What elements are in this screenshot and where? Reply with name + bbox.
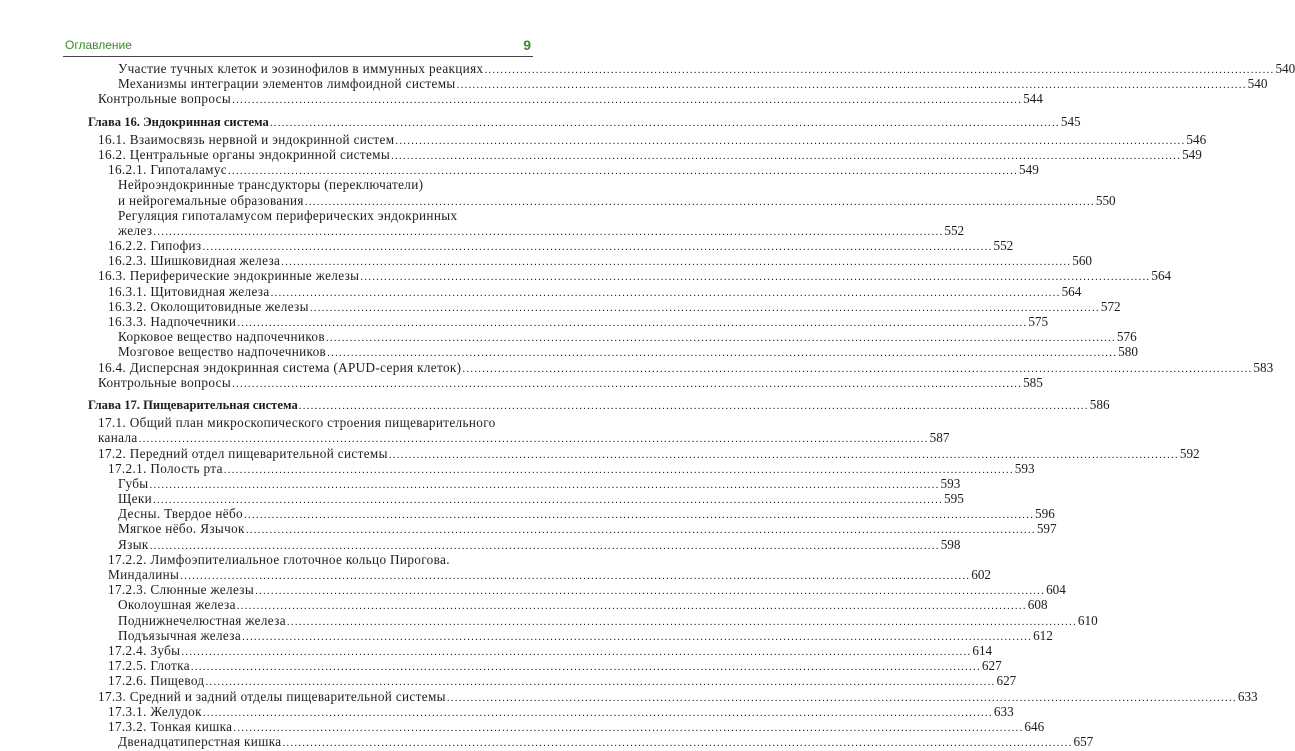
entry-title: 17.2.4. Зубы xyxy=(108,642,181,658)
entry-page: 572 xyxy=(1100,298,1121,314)
toc-entry xyxy=(0,415,950,446)
entry-title: 16.1. Взаимосвязь нервной и эндокринной систем xyxy=(98,131,395,147)
entry-page: 580 xyxy=(1118,344,1138,360)
dot-leader: ........................................................................................................................................................................................................ xyxy=(484,64,1275,76)
entry-page: 575 xyxy=(1028,314,1049,329)
entry-page: 564 xyxy=(1151,268,1172,284)
toc-entry xyxy=(0,627,1053,643)
entry-title: Глава 16. Эндокринная система xyxy=(88,114,269,129)
toc-entry xyxy=(0,238,1014,254)
toc-entry xyxy=(0,445,1200,461)
toc-entry xyxy=(0,612,1098,628)
entry-page: 593 xyxy=(1014,460,1035,476)
entry-page: 552 xyxy=(944,222,965,238)
toc-entry xyxy=(0,521,1057,537)
entry-title: 16.2.3. Шишковидная железа xyxy=(108,253,281,269)
toc-chapter-entry xyxy=(0,113,1081,129)
dot-leader: ........................................................................................................................................................................................................ xyxy=(153,225,944,238)
toc-entry xyxy=(0,162,1039,178)
entry-page: 540 xyxy=(1275,61,1295,76)
dot-leader: ........................................................................................................................................................................................................ xyxy=(233,721,1024,734)
entry-page: 596 xyxy=(1035,506,1055,522)
entry-page: 597 xyxy=(1036,521,1057,537)
toc-entry xyxy=(0,491,964,507)
entry-title: Нейроэндокринные трансдукторы (переключатели) xyxy=(118,177,424,193)
dot-leader: ........................................................................................................................................................................................................ xyxy=(327,347,1118,360)
dot-leader: ........................................................................................................................................................................................................ xyxy=(202,241,993,254)
entry-title: Корковое вещество надпочечников xyxy=(118,329,325,345)
dot-leader: ........................................................................................................................................................................................................ xyxy=(304,195,1095,208)
entry-title: 17.2. Передний отдел пищеварительной системы xyxy=(98,445,388,461)
toc-entry xyxy=(0,76,1268,92)
dot-leader: ........................................................................................................................................................................................................ xyxy=(223,463,1014,476)
entry-page: 646 xyxy=(1024,718,1045,734)
running-header xyxy=(63,36,533,57)
dot-leader: ........................................................................................................................................................................................................ xyxy=(462,362,1253,375)
entry-title: Язык xyxy=(118,536,149,552)
entry-page: 545 xyxy=(1060,113,1081,129)
toc-entry xyxy=(0,374,1043,390)
entry-page: 633 xyxy=(993,703,1014,719)
dot-leader: ........................................................................................................................................................................................................ xyxy=(245,524,1036,537)
entry-page: 602 xyxy=(971,567,992,582)
dot-leader: ........................................................................................................................................................................................................ xyxy=(181,645,972,658)
toc-entry xyxy=(0,207,965,238)
dot-leader: ........................................................................................................................................................................................................ xyxy=(269,116,1060,129)
entry-title: 17.2.1. Полость рта xyxy=(108,460,223,476)
entry-page: 587 xyxy=(929,430,950,446)
entry-title: Поднижнечелюстная железа xyxy=(118,612,286,628)
dot-leader: ........................................................................................................................................................................................................ xyxy=(446,691,1237,704)
entry-page: 592 xyxy=(1179,445,1200,461)
toc-entry xyxy=(0,329,1137,345)
dot-leader: ........................................................................................................................................................................................................ xyxy=(205,676,996,689)
dot-leader: ........................................................................................................................................................................................................ xyxy=(360,271,1151,284)
toc-entry xyxy=(0,283,1082,299)
toc-entry xyxy=(0,734,1094,750)
dot-leader: ........................................................................................................................................................................................................ xyxy=(149,539,940,552)
toc-entry xyxy=(0,718,1045,734)
entry-title: 16.2.2. Гипофиз xyxy=(108,238,202,254)
dot-leader: ........................................................................................................................................................................................................ xyxy=(282,737,1073,750)
toc-entry xyxy=(0,703,1014,719)
toc-entry xyxy=(0,91,1043,107)
entry-title: Мозговое вещество надпочечников xyxy=(118,344,327,360)
entry-title: 17.1. Общий план микроскопического строения пищеварительного xyxy=(98,415,496,431)
dot-leader: ........................................................................................................................................................................................................ xyxy=(395,134,1186,147)
entry-title: Регуляция гипоталамусом периферических эндокринных xyxy=(118,207,458,223)
section-title: Оглавление xyxy=(65,38,132,52)
toc-entry xyxy=(0,359,1274,375)
dot-leader: ........................................................................................................................................................................................................ xyxy=(270,286,1061,299)
entry-page: 598 xyxy=(940,536,961,552)
toc-entry xyxy=(0,551,992,582)
toc-entry xyxy=(0,268,1172,284)
entry-title: 16.4. Дисперсная эндокринная система (APUD-серия клеток) xyxy=(98,359,462,375)
entry-title: Участие тучных клеток и эозинофилов в иммунных реакциях xyxy=(118,61,484,76)
entry-title: Околоушная железа xyxy=(118,597,236,613)
entry-title: желез xyxy=(118,222,153,238)
dot-leader: ........................................................................................................................................................................................................ xyxy=(228,165,1018,178)
toc-entry xyxy=(0,344,1138,360)
entry-title: 17.3. Средний и задний отделы пищеварительной системы xyxy=(98,688,446,704)
dot-leader: ........................................................................................................................................................................................................ xyxy=(232,377,1023,390)
toc-entry xyxy=(0,314,1049,329)
entry-page: 576 xyxy=(1116,329,1137,345)
dot-leader: ........................................................................................................................................................................................................ xyxy=(149,478,940,491)
toc-entry xyxy=(0,658,1002,674)
table-of-contents xyxy=(0,61,1295,750)
entry-page: 544 xyxy=(1023,91,1043,107)
dot-leader: ........................................................................................................................................................................................................ xyxy=(190,661,981,674)
dot-leader: ........................................................................................................................................................................................................ xyxy=(456,79,1247,92)
entry-page: 627 xyxy=(981,658,1002,674)
toc-chapter-entry xyxy=(0,396,1110,412)
entry-page: 564 xyxy=(1061,283,1082,299)
entry-page: 585 xyxy=(1023,374,1043,390)
toc-entry xyxy=(0,177,1116,208)
entry-page: 549 xyxy=(1019,162,1039,178)
dot-leader: ........................................................................................................................................................................................................ xyxy=(298,399,1089,412)
dot-leader: ........................................................................................................................................................................................................ xyxy=(138,433,929,446)
toc-entry xyxy=(0,61,1295,76)
dot-leader: ........................................................................................................................................................................................................ xyxy=(202,706,993,719)
entry-page: 540 xyxy=(1247,76,1268,92)
entry-title: Мягкое нёбо. Язычок xyxy=(118,521,245,537)
entry-title: 16.2. Центральные органы эндокринной системы xyxy=(98,146,391,162)
dot-leader: ........................................................................................................................................................................................................ xyxy=(391,149,1182,162)
entry-page: 560 xyxy=(1072,253,1093,269)
entry-title: Контрольные вопросы xyxy=(98,91,232,107)
toc-entry xyxy=(0,131,1207,147)
dot-leader: ........................................................................................................................................................................................................ xyxy=(286,615,1077,628)
entry-title: Двенадцатиперстная кишка xyxy=(118,734,282,750)
toc-entry xyxy=(0,253,1093,269)
entry-title: 17.2.3. Слюнные железы xyxy=(108,582,255,598)
entry-page: 546 xyxy=(1186,131,1207,147)
toc-entry xyxy=(0,146,1202,162)
dot-leader: ........................................................................................................................................................................................................ xyxy=(237,317,1028,329)
entry-page: 633 xyxy=(1237,688,1258,704)
toc-entry xyxy=(0,582,1066,598)
dot-leader: ........................................................................................................................................................................................................ xyxy=(309,301,1100,314)
entry-title: Губы xyxy=(118,475,149,491)
page-number: 9 xyxy=(523,37,531,53)
toc-entry xyxy=(0,597,1048,613)
dot-leader: ........................................................................................................................................................................................................ xyxy=(325,332,1116,345)
dot-leader: ........................................................................................................................................................................................................ xyxy=(232,94,1023,107)
entry-title: Механизмы интеграции элементов лимфоидной системы xyxy=(118,76,456,92)
entry-title: и нейрогемальные образования xyxy=(118,192,304,208)
entry-title: Десны. Твердое нёбо xyxy=(118,506,244,522)
entry-title: Миндалины xyxy=(108,567,180,582)
entry-page: 595 xyxy=(944,491,964,507)
entry-title: Подъязычная железа xyxy=(118,627,242,643)
entry-page: 627 xyxy=(996,673,1017,689)
entry-title: 16.3. Периферические эндокринные железы xyxy=(98,268,360,284)
entry-page: 608 xyxy=(1027,597,1048,613)
dot-leader: ........................................................................................................................................................................................................ xyxy=(255,585,1046,598)
entry-title: 17.2.6. Пищевод xyxy=(108,673,205,689)
toc-entry xyxy=(0,673,1017,689)
entry-title: Щеки xyxy=(118,491,153,507)
toc-entry xyxy=(0,506,1055,522)
entry-title: 16.3.1. Щитовидная железа xyxy=(108,283,270,299)
entry-title: 16.2.1. Гипоталамус xyxy=(108,162,227,178)
toc-entry xyxy=(0,688,1258,704)
entry-title: Контрольные вопросы xyxy=(98,374,232,390)
entry-page: 593 xyxy=(940,475,961,491)
dot-leader: ........................................................................................................................................................................................................ xyxy=(180,570,971,582)
entry-title: 17.2.5. Глотка xyxy=(108,658,190,674)
entry-title: 16.3.2. Околощитовидные железы xyxy=(108,298,309,314)
entry-title: 17.2.2. Лимфоэпителиальное глоточное кольцо Пирогова. xyxy=(108,551,450,567)
dot-leader: ........................................................................................................................................................................................................ xyxy=(242,630,1033,643)
entry-title: 16.3.3. Надпочечники xyxy=(108,314,237,329)
dot-leader: ........................................................................................................................................................................................................ xyxy=(388,448,1179,461)
toc-entry xyxy=(0,642,993,658)
toc-entry xyxy=(0,475,961,491)
entry-page: 614 xyxy=(972,642,993,658)
entry-page: 549 xyxy=(1182,146,1202,162)
dot-leader: ........................................................................................................................................................................................................ xyxy=(244,509,1035,522)
entry-page: 612 xyxy=(1033,627,1053,643)
entry-page: 583 xyxy=(1253,359,1274,375)
dot-leader: ........................................................................................................................................................................................................ xyxy=(153,494,944,507)
toc-entry xyxy=(0,460,1035,476)
entry-page: 657 xyxy=(1073,734,1094,750)
dot-leader: ........................................................................................................................................................................................................ xyxy=(236,600,1027,613)
entry-page: 552 xyxy=(993,238,1014,254)
toc-entry xyxy=(0,536,961,552)
entry-page: 610 xyxy=(1077,612,1098,628)
entry-page: 604 xyxy=(1046,582,1066,598)
entry-title: Глава 17. Пищеварительная система xyxy=(88,397,298,412)
entry-title: 17.3.1. Желудок xyxy=(108,703,202,719)
toc-entry xyxy=(0,298,1121,314)
dot-leader: ........................................................................................................................................................................................................ xyxy=(281,256,1072,269)
entry-title: 17.3.2. Тонкая кишка xyxy=(108,718,233,734)
entry-title: канала xyxy=(98,430,138,446)
entry-page: 586 xyxy=(1089,396,1110,412)
entry-page: 550 xyxy=(1095,192,1116,208)
